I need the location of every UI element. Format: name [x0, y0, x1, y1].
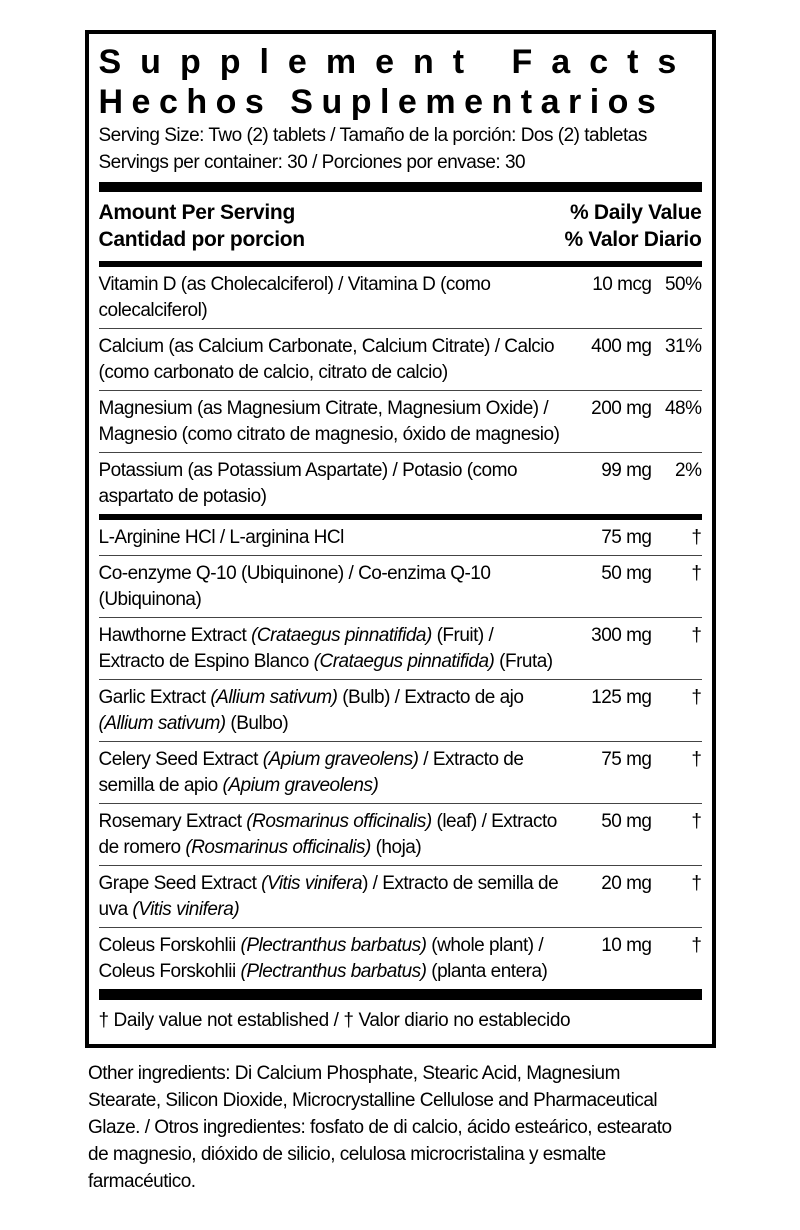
ingredient-amount: 400 mg — [591, 336, 652, 357]
table-row — [99, 267, 702, 328]
ingredient-daily-value: † — [691, 527, 702, 548]
amount-per-serving-en: Amount Per Serving — [98, 201, 295, 224]
ingredient-name: Magnesium (as Magnesium Citrate, Magnesium Oxide) / Magnesio (como citrato de magnesio, óxido de magnesio) — [98, 398, 560, 445]
table-row — [99, 927, 702, 989]
ingredient-daily-value: 48% — [664, 398, 702, 419]
nutrient-rows-section — [99, 267, 702, 514]
ingredient-name: Celery Seed Extract (Apium graveolens) / Extracto de semilla de apio (Apium graveolens) — [98, 749, 524, 796]
ingredient-name: Garlic Extract (Allium sativum) (Bulb) / Extracto de ajo (Allium sativum) (Bulbo) — [98, 687, 524, 734]
ingredient-daily-value: † — [691, 625, 702, 646]
ingredient-daily-value: † — [691, 563, 702, 584]
servings-per-container-line: Servings per container: 30 / Porciones por envase: 30 — [98, 152, 526, 173]
ingredient-amount: 20 mg — [601, 873, 652, 894]
table-row — [99, 803, 702, 865]
table-row — [99, 679, 702, 741]
ingredient-daily-value: † — [691, 749, 702, 770]
ingredient-amount: 50 mg — [601, 811, 652, 832]
ingredient-daily-value: 50% — [664, 274, 702, 295]
ingredient-daily-value: † — [691, 687, 702, 708]
ingredient-daily-value: † — [691, 935, 702, 956]
ingredient-name: Hawthorne Extract (Crataegus pinnatifida) (Fruit) / Extracto de Espino Blanco (Crataegus pinnatifida) (Fruta) — [98, 625, 553, 672]
ingredient-amount: 10 mcg — [592, 274, 652, 295]
ingredient-amount: 200 mg — [591, 398, 652, 419]
ingredient-name: Co-enzyme Q-10 (Ubiquinone) / Co-enzima Q-10 (Ubiquinona) — [98, 563, 491, 610]
label-title-es: Hechos Suplementarios — [98, 83, 665, 121]
divider-bar-thick-top — [99, 182, 702, 192]
supplement-facts-label — [85, 30, 716, 1048]
ingredient-daily-value: 2% — [675, 460, 702, 481]
ingredient-amount: 125 mg — [591, 687, 652, 708]
table-row — [99, 741, 702, 803]
table-row — [99, 390, 702, 452]
daily-value-es: % Valor Diario — [564, 228, 702, 251]
botanical-rows-section — [99, 520, 702, 989]
ingredient-amount: 50 mg — [601, 563, 652, 584]
daily-value-footnote: † Daily value not established / † Valor diario no establecido — [98, 1010, 571, 1031]
ingredient-amount: 300 mg — [591, 625, 652, 646]
daily-value-header — [564, 199, 701, 253]
table-row — [99, 617, 702, 679]
table-row — [99, 452, 702, 514]
table-row — [99, 865, 702, 927]
ingredient-name: Vitamin D (as Cholecalciferol) / Vitamina D (como colecalciferol) — [98, 274, 491, 321]
ingredient-name: Potassium (as Potassium Aspartate) / Potasio (como aspartato de potasio) — [98, 460, 518, 507]
table-row — [99, 328, 702, 390]
amount-per-serving-es: Cantidad por porcion — [98, 228, 305, 251]
table-header — [99, 192, 702, 261]
ingredient-daily-value: † — [691, 811, 702, 832]
ingredient-name: Coleus Forskohlii (Plectranthus barbatus) (whole plant) / Coleus Forskohlii (Plectranthus barbatus) (planta entera) — [98, 935, 548, 982]
label-title-en: Supplement Facts — [98, 43, 696, 81]
daily-value-en: % Daily Value — [569, 201, 702, 224]
table-row — [99, 555, 702, 617]
ingredient-name: Calcium (as Calcium Carbonate, Calcium Citrate) / Calcio (como carbonato de calcio, citrato de calcio) — [98, 336, 555, 383]
table-row — [99, 520, 702, 555]
ingredient-amount: 75 mg — [601, 527, 652, 548]
ingredient-name: Grape Seed Extract (Vitis vinifera) / Extracto de semilla de uva (Vitis vinifera) — [98, 873, 559, 920]
ingredient-name: L-Arginine HCl / L-arginina HCl — [98, 527, 344, 548]
other-ingredients-text: Other ingredients: Di Calcium Phosphate, Stearic Acid, Magnesium Stearate, Silicon Dioxide, Microcrystalline Cellulose and Pharmaceutical Glaze. / Otros ingredientes: fosfato de di calcio, ácido esteárico, estearato de magnesio, dióxido de silicio, celulosa microcristalina y esmalte farmacéutico. — [88, 1063, 672, 1192]
ingredient-name: Rosemary Extract (Rosmarinus officinalis) (leaf) / Extracto de romero (Rosmarinus officinalis) (hoja) — [98, 811, 557, 858]
ingredient-amount: 10 mg — [601, 935, 652, 956]
ingredient-amount: 99 mg — [601, 460, 652, 481]
ingredient-daily-value: 31% — [664, 336, 702, 357]
divider-bar-above-footnote — [99, 989, 702, 1000]
serving-size-line: Serving Size: Two (2) tablets / Tamaño de la porción: Dos (2) tabletas — [98, 125, 647, 146]
ingredient-amount: 75 mg — [601, 749, 652, 770]
amount-per-serving-header — [99, 199, 305, 253]
ingredient-daily-value: † — [691, 873, 702, 894]
